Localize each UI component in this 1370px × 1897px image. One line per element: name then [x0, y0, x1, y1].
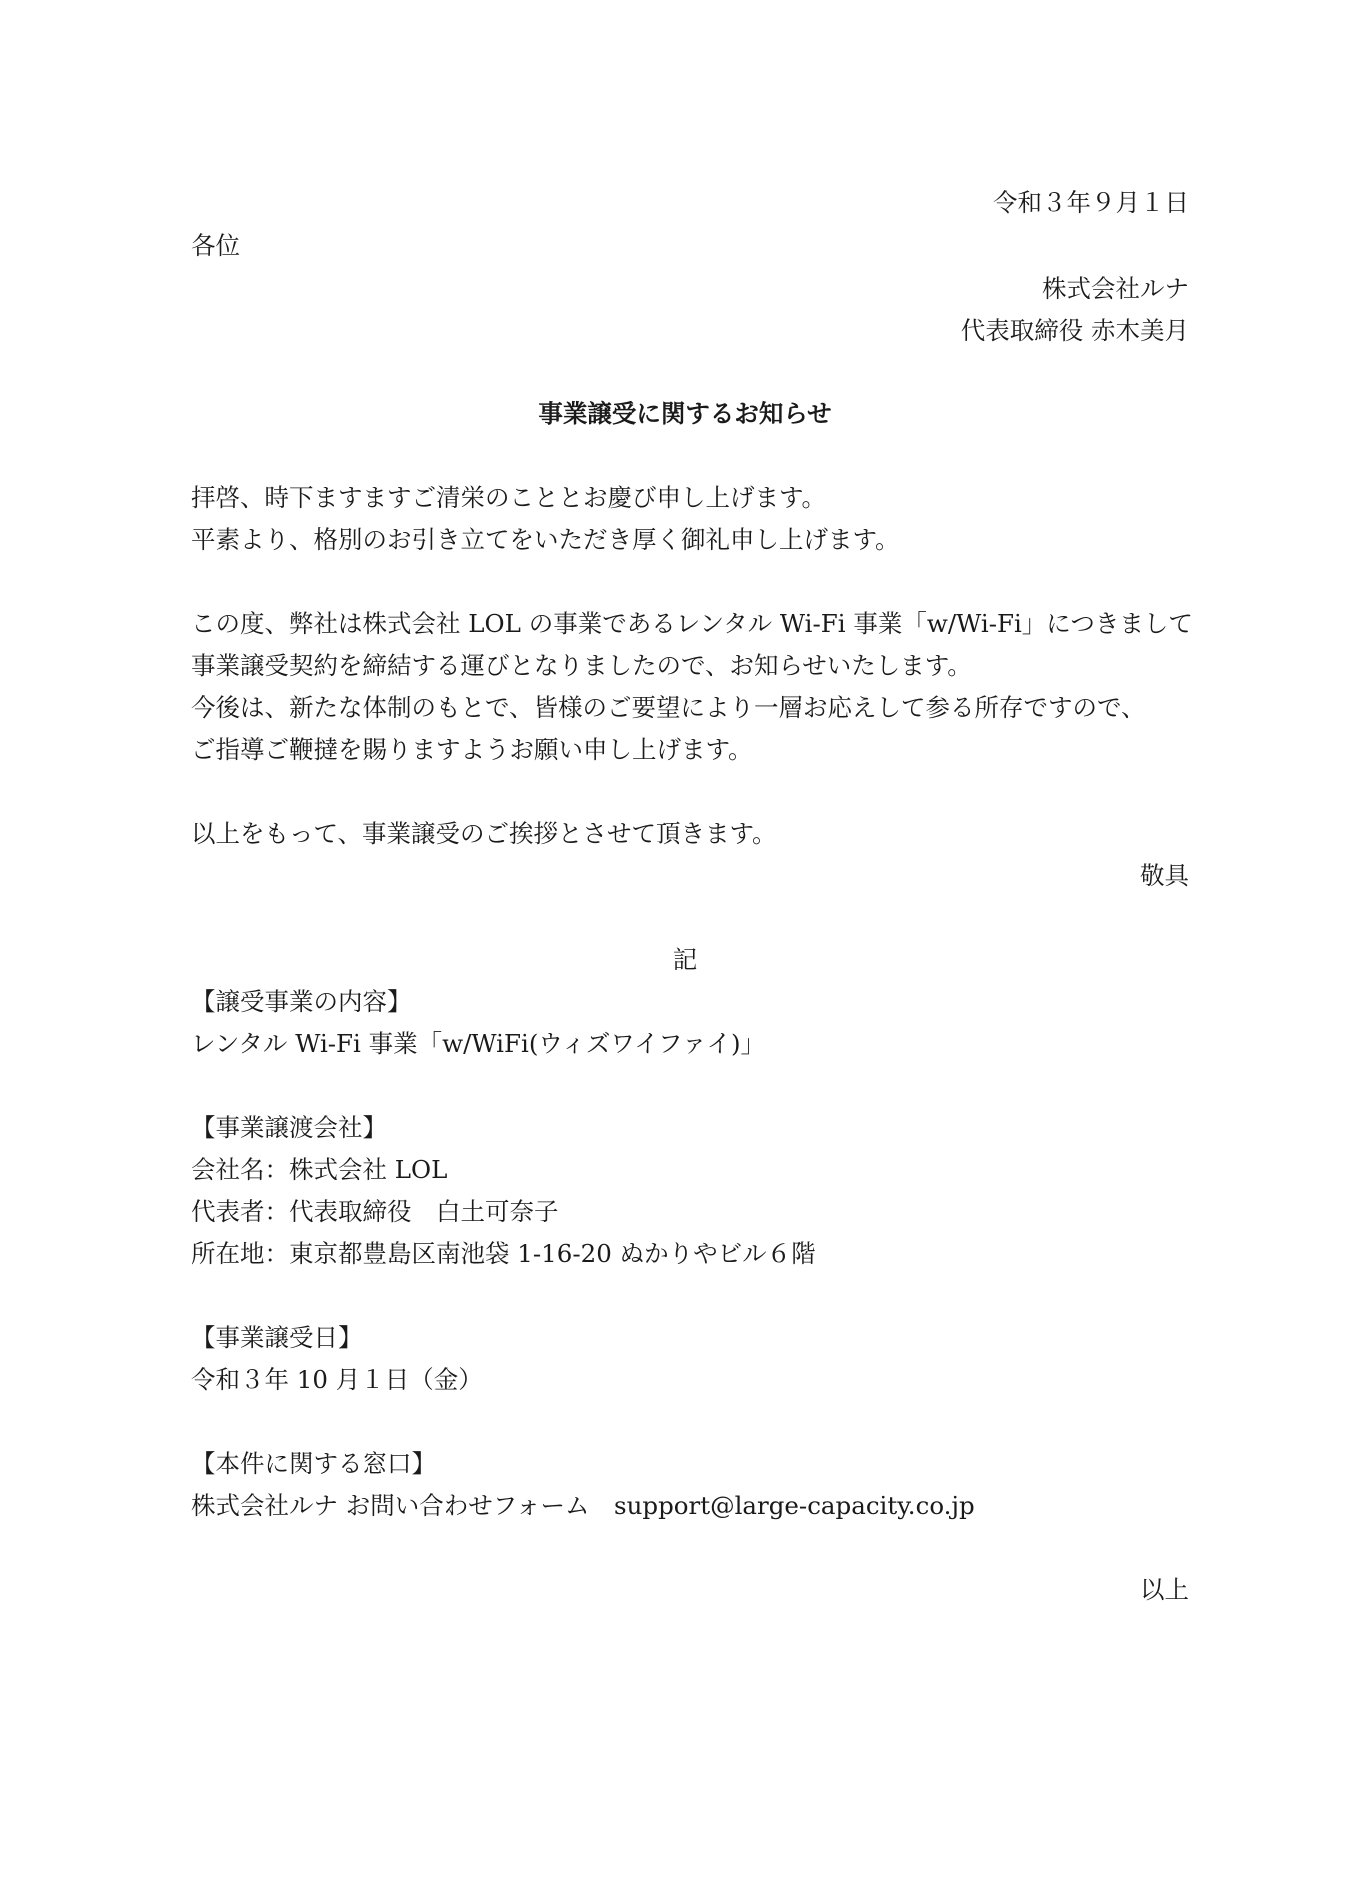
section-line: 令和３年 10 月１日（金）: [191, 1365, 483, 1394]
ki-heading: 記: [672, 945, 698, 974]
sender-company: 株式会社ルナ: [1042, 274, 1189, 303]
sender-representative: 代表取締役 赤木美月: [960, 316, 1189, 345]
closing-text: 以上をもって、事業譲受のご挨拶とさせて頂きます。: [191, 819, 777, 848]
document-date: 令和３年９月１日: [993, 188, 1189, 217]
end-word: 以上: [1140, 1575, 1189, 1604]
section-line: 株式会社ルナ お問い合わせフォーム support@large-capacity.co.jp: [191, 1491, 975, 1520]
closing-word: 敬具: [1140, 861, 1189, 890]
section-heading-date: 【事業譲受日】: [191, 1323, 363, 1352]
addressee: 各位: [191, 231, 240, 260]
section-line: 所在地：東京都豊島区南池袋 1-16-20 ぬかりやビル６階: [191, 1239, 816, 1268]
section-heading-transferor: 【事業譲渡会社】: [191, 1113, 387, 1142]
document-title: 事業譲受に関するお知らせ: [538, 399, 832, 428]
body-line: この度、弊社は株式会社 LOL の事業であるレンタル Wi-Fi 事業「w/Wi-Fi」につきまして: [191, 609, 1193, 638]
body-line: 事業譲受契約を締結する運びとなりましたので、お知らせいたします。: [191, 651, 972, 680]
section-heading-content: 【譲受事業の内容】: [191, 987, 412, 1016]
greeting-line: 平素より、格別のお引き立てをいただき厚く御礼申し上げます。: [191, 525, 900, 554]
body-line: ご指導ご鞭撻を賜りますようお願い申し上げます。: [191, 735, 753, 764]
section-line: 代表者：代表取締役 白土可奈子: [191, 1197, 559, 1226]
body-line: 今後は、新たな体制のもとで、皆様のご要望により一層お応えして参る所存ですので、: [191, 693, 1146, 722]
section-line: 会社名：株式会社 LOL: [191, 1155, 448, 1184]
greeting-line: 拝啓、時下ますますご清栄のこととお慶び申し上げます。: [191, 483, 827, 512]
section-line: レンタル Wi-Fi 事業「w/WiFi(ウィズワイファイ)」: [191, 1029, 766, 1058]
section-heading-contact: 【本件に関する窓口】: [191, 1449, 436, 1478]
